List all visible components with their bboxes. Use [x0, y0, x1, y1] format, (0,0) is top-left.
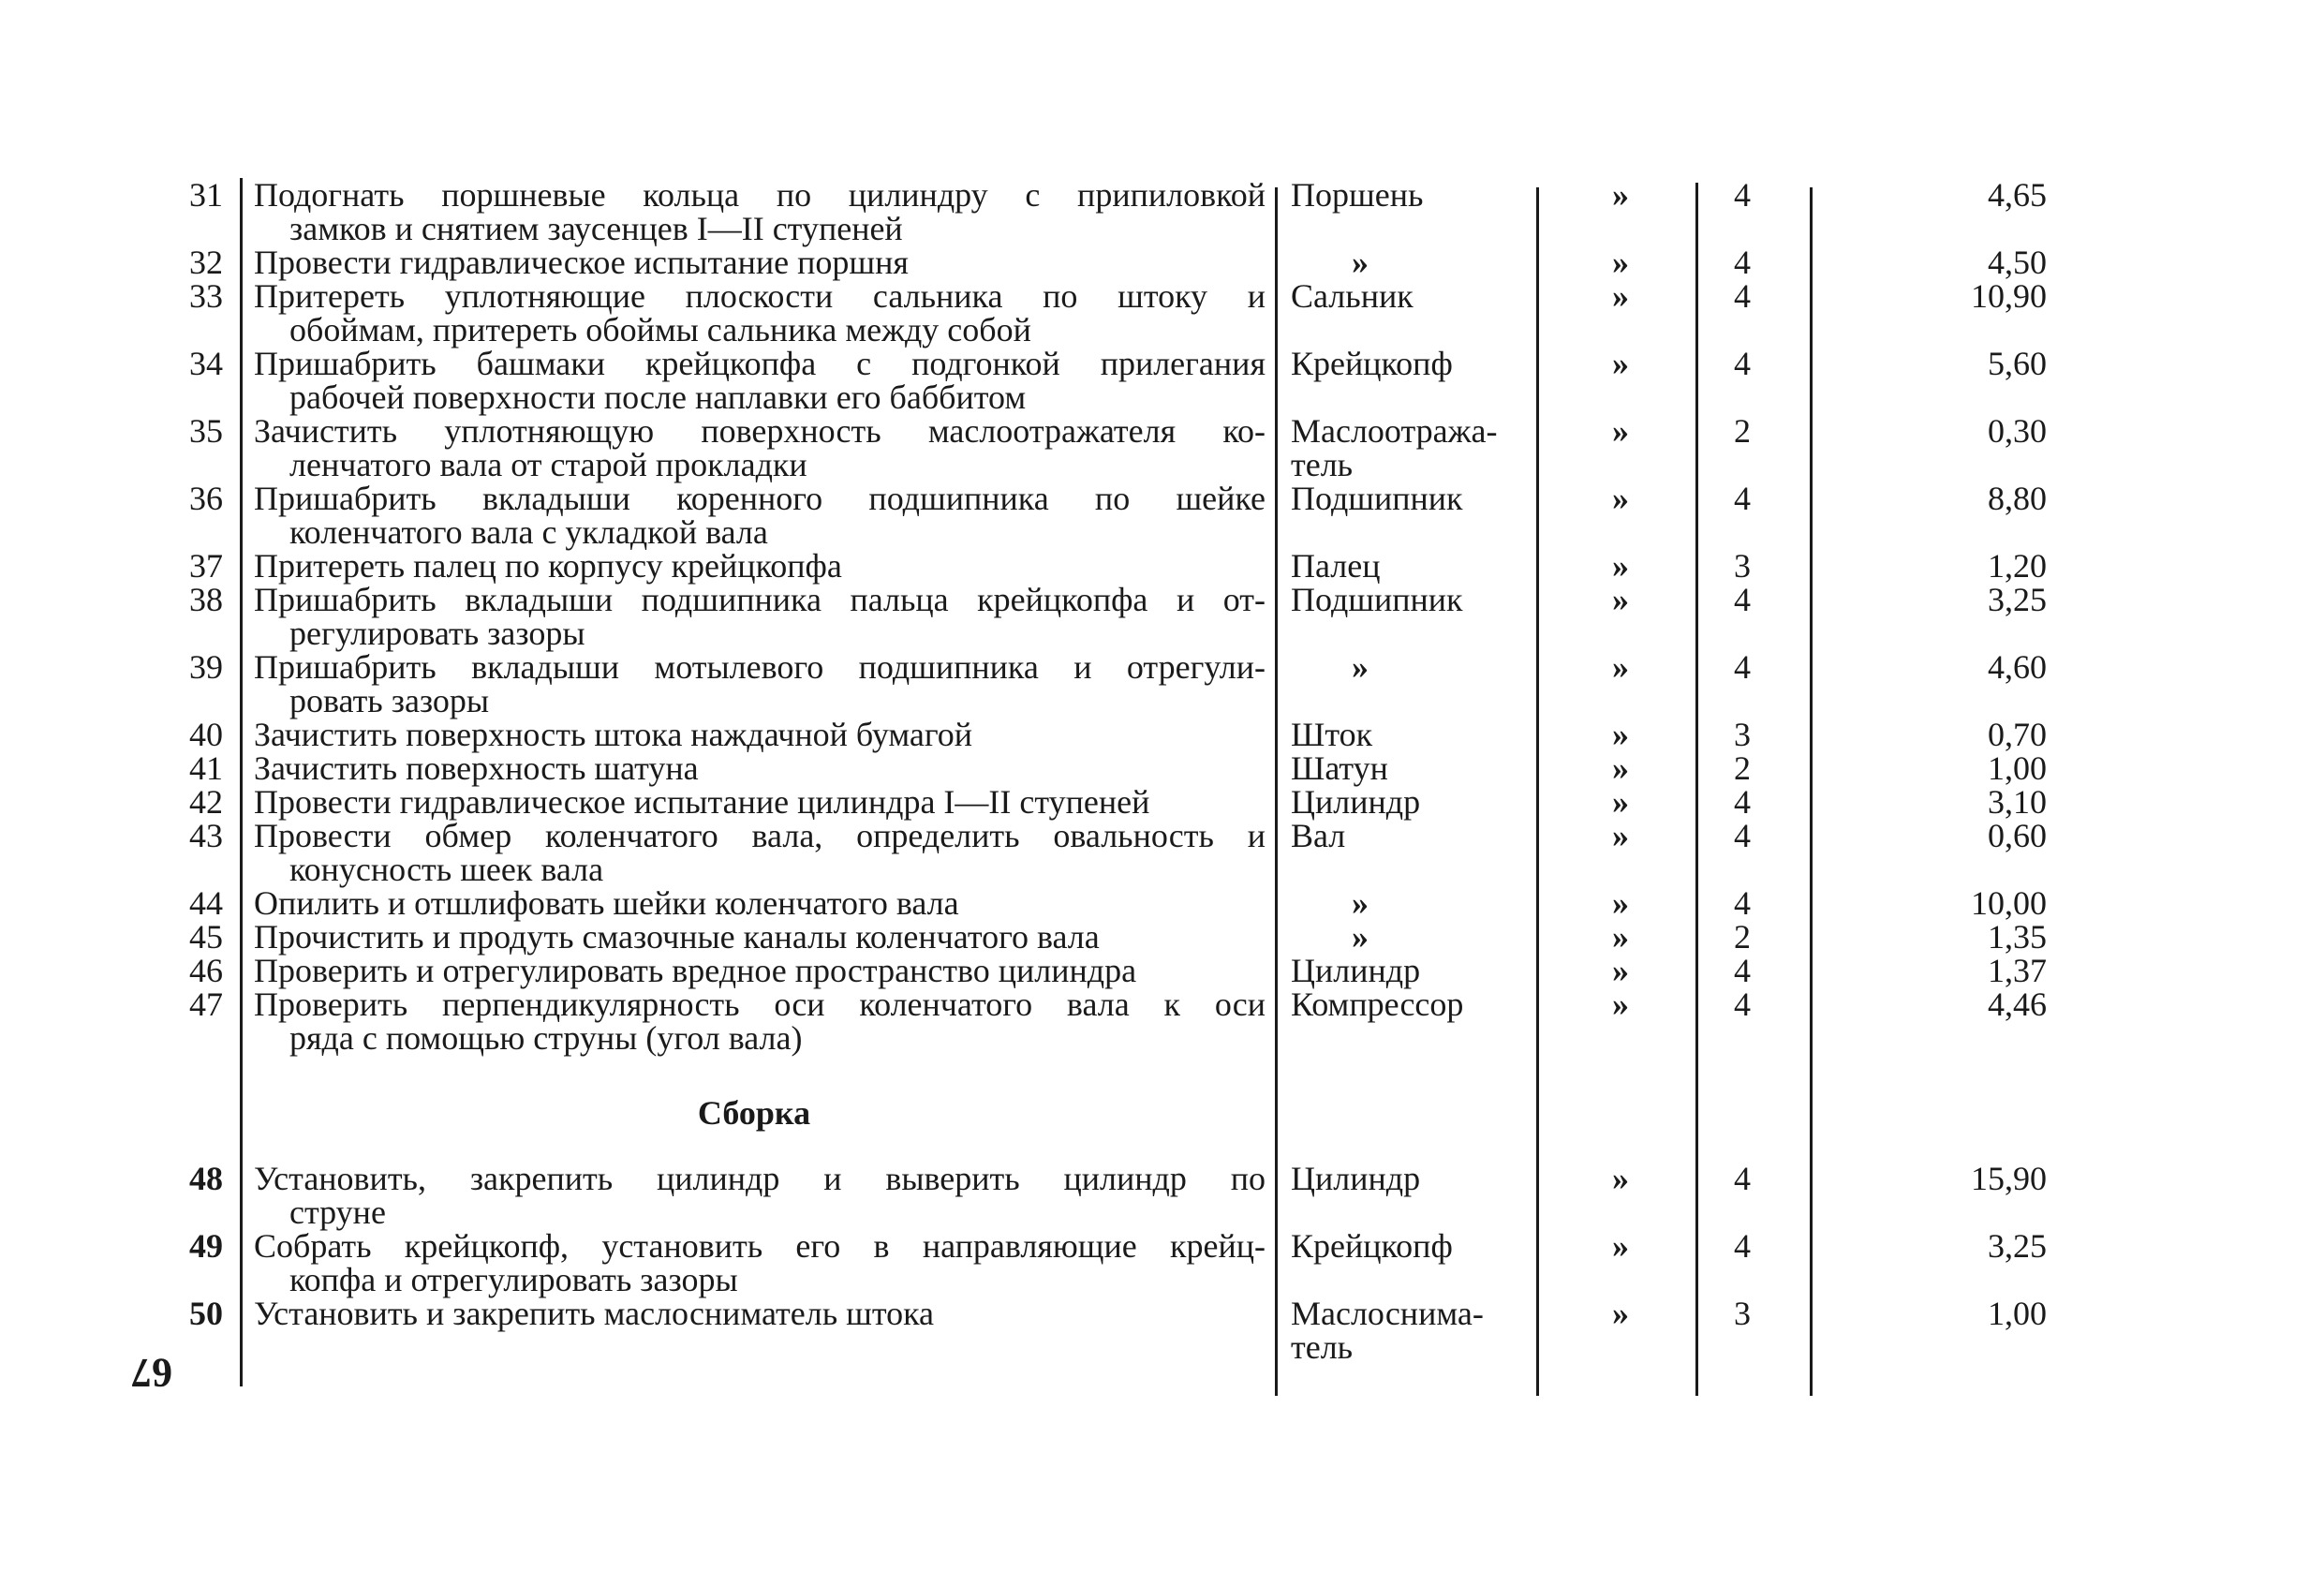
column-rule-left [240, 178, 243, 1386]
ditto-mark: » [1612, 244, 1629, 281]
description-line-2: обоймам, притереть обоймы сальника между собой [289, 311, 1031, 348]
description-line-2: рабочей поверхности после наплавки его баббитом [289, 378, 1027, 416]
page-number: 67 [131, 1350, 172, 1396]
operation-description [254, 718, 1266, 751]
object-line-1: Палец [1291, 547, 1381, 585]
ditto-mark: » [1612, 1295, 1629, 1332]
ditto-mark: » [1612, 884, 1629, 922]
ditto-mark: » [1612, 480, 1629, 517]
object-name [1291, 178, 1534, 212]
operation-description [254, 650, 1266, 718]
description-line-2: конусность шеек вала [289, 851, 604, 888]
operation-description [254, 886, 1266, 920]
grade-value: 4 [1734, 648, 1751, 686]
row-number: 49 [189, 1227, 223, 1265]
section-title: Сборка [697, 1094, 811, 1132]
object-line-1: Подшипник [1291, 480, 1463, 517]
object-line-1: Подшипник [1291, 581, 1463, 618]
time-value: 1,00 [1988, 749, 2047, 787]
grade-value: 4 [1734, 1227, 1751, 1265]
object-line-1: Цилиндр [1291, 1160, 1421, 1197]
description-line-2: ленчатого вала от старой прокладки [289, 446, 807, 483]
description-line-1: Прочистить и продуть смазочные каналы коленчатого вала [254, 918, 1100, 956]
object-name [1291, 751, 1534, 785]
time-value: 1,20 [1988, 547, 2047, 585]
object-line-1: » [1352, 884, 1369, 922]
grade-value: 3 [1734, 547, 1751, 585]
time-value: 4,46 [1988, 986, 2047, 1023]
description-line-1: Провести гидравлическое испытание поршня [254, 244, 909, 281]
operation-description [254, 987, 1266, 1055]
object-line-2: тель [1291, 446, 1354, 483]
grade-value: 2 [1734, 749, 1751, 787]
operation-description [254, 347, 1266, 414]
time-value: 3,25 [1988, 1227, 2047, 1265]
grade-value: 2 [1734, 918, 1751, 956]
row-number: 46 [189, 952, 223, 989]
ditto-mark: » [1612, 1227, 1629, 1265]
grade-value: 4 [1734, 345, 1751, 382]
object-line-1: Шатун [1291, 749, 1388, 787]
row-number: 43 [189, 817, 223, 854]
description-line-1: Пришабрить вкладыши коренного подшипника по шейке [254, 480, 1266, 517]
ditto-mark: » [1612, 783, 1629, 821]
object-name [1291, 718, 1534, 751]
row-number: 47 [189, 986, 223, 1023]
row-number: 48 [189, 1160, 223, 1197]
time-value: 1,35 [1988, 918, 2047, 956]
grade-value: 4 [1734, 277, 1751, 315]
time-value: 10,90 [1971, 277, 2047, 315]
object-name [1291, 549, 1534, 583]
description-line-2: замков и снятием заусенцев I—II ступеней [289, 210, 903, 247]
time-value: 4,65 [1988, 176, 2047, 214]
grade-value: 4 [1734, 817, 1751, 854]
grade-value: 4 [1734, 952, 1751, 989]
description-line-1: Установить и закрепить маслосниматель штока [254, 1295, 935, 1332]
time-value: 3,10 [1988, 783, 2047, 821]
column-rule-object [1275, 187, 1278, 1396]
object-line-1: Цилиндр [1291, 952, 1421, 989]
object-name [1291, 785, 1534, 819]
description-line-1: Пришабрить вкладыши мотылевого подшипника и отрегули- [254, 648, 1266, 686]
object-name [1291, 482, 1534, 515]
grade-value: 4 [1734, 1160, 1751, 1197]
object-line-1: » [1352, 648, 1369, 686]
time-value: 0,60 [1988, 817, 2047, 854]
operation-description [254, 751, 1266, 785]
row-number: 34 [189, 345, 223, 382]
row-number: 50 [189, 1295, 223, 1332]
object-line-1: Маслоснима- [1291, 1295, 1484, 1332]
grade-value: 4 [1734, 986, 1751, 1023]
operation-description [254, 178, 1266, 245]
description-line-2: коленчатого вала с укладкой вала [289, 513, 768, 551]
object-line-1: Крейцкопф [1291, 1227, 1453, 1265]
description-line-2: струне [289, 1193, 386, 1231]
time-value: 4,50 [1988, 244, 2047, 281]
time-value: 0,30 [1988, 412, 2047, 450]
row-number: 37 [189, 547, 223, 585]
operation-description [254, 549, 1266, 583]
object-name [1291, 347, 1534, 380]
time-value: 1,37 [1988, 952, 2047, 989]
row-number: 33 [189, 277, 223, 315]
operation-description [254, 954, 1266, 987]
grade-value: 4 [1734, 783, 1751, 821]
description-line-1: Провести гидравлическое испытание цилиндра I—II ступеней [254, 783, 1150, 821]
description-line-1: Подогнать поршневые кольца по цилиндру с припиловкой [254, 176, 1266, 214]
ditto-mark: » [1612, 277, 1629, 315]
time-value: 5,60 [1988, 345, 2047, 382]
description-line-1: Установить, закрепить цилиндр и выверить цилиндр по [254, 1160, 1266, 1197]
object-line-1: Вал [1291, 817, 1346, 854]
description-line-2: копфа и отрегулировать зазоры [289, 1261, 738, 1298]
grade-value: 3 [1734, 1295, 1751, 1332]
description-line-1: Собрать крейцкопф, установить его в направляющие крейц- [254, 1227, 1266, 1265]
grade-value: 2 [1734, 412, 1751, 450]
column-rule-time [1810, 187, 1813, 1396]
time-value: 4,60 [1988, 648, 2047, 686]
operation-description [254, 920, 1266, 954]
time-value: 1,00 [1988, 1295, 2047, 1332]
object-name [1291, 886, 1534, 920]
ditto-mark: » [1612, 176, 1629, 214]
ditto-mark: » [1612, 817, 1629, 854]
column-rule-ditto [1536, 187, 1539, 1396]
object-line-1: Цилиндр [1291, 783, 1421, 821]
object-line-2: тель [1291, 1328, 1354, 1366]
object-name [1291, 1229, 1534, 1263]
object-line-1: Крейцкопф [1291, 345, 1453, 382]
row-number: 36 [189, 480, 223, 517]
operation-description [254, 414, 1266, 482]
description-line-1: Провести обмер коленчатого вала, определить овальность и [254, 817, 1266, 854]
object-name [1291, 819, 1534, 852]
ditto-mark: » [1612, 952, 1629, 989]
operation-description [254, 1229, 1266, 1297]
operation-description [254, 279, 1266, 347]
description-line-1: Опилить и отшлифовать шейки коленчатого вала [254, 884, 959, 922]
object-name [1291, 954, 1534, 987]
grade-value: 3 [1734, 716, 1751, 753]
row-number: 39 [189, 648, 223, 686]
description-line-2: регулировать зазоры [289, 615, 585, 652]
object-line-1: » [1352, 918, 1369, 956]
grade-value: 4 [1734, 244, 1751, 281]
operation-description [254, 482, 1266, 549]
ditto-mark: » [1612, 986, 1629, 1023]
grade-value: 4 [1734, 176, 1751, 214]
time-value: 15,90 [1971, 1160, 2047, 1197]
row-number: 42 [189, 783, 223, 821]
ditto-mark: » [1612, 716, 1629, 753]
object-line-1: Сальник [1291, 277, 1414, 315]
object-name [1291, 1162, 1534, 1195]
description-line-1: Зачистить поверхность штока наждачной бумагой [254, 716, 973, 753]
object-line-1: Маслоотража- [1291, 412, 1498, 450]
ditto-mark: » [1612, 547, 1629, 585]
time-value: 10,00 [1971, 884, 2047, 922]
operation-description [254, 1297, 1266, 1330]
row-number: 38 [189, 581, 223, 618]
object-name [1291, 583, 1534, 616]
row-number: 32 [189, 244, 223, 281]
time-value: 3,25 [1988, 581, 2047, 618]
grade-value: 4 [1734, 581, 1751, 618]
time-value: 0,70 [1988, 716, 2047, 753]
ditto-mark: » [1612, 918, 1629, 956]
object-name [1291, 920, 1534, 954]
description-line-1: Проверить перпендикулярность оси коленчатого вала к оси [254, 986, 1266, 1023]
grade-value: 4 [1734, 884, 1751, 922]
object-line-1: » [1352, 244, 1369, 281]
object-line-1: Шток [1291, 716, 1373, 753]
object-line-1: Поршень [1291, 176, 1424, 214]
row-number: 45 [189, 918, 223, 956]
grade-value: 4 [1734, 480, 1751, 517]
object-line-1: Компрессор [1291, 986, 1464, 1023]
description-line-2: ряда с помощью струны (угол вала) [289, 1019, 803, 1057]
ditto-mark: » [1612, 412, 1629, 450]
operation-description [254, 583, 1266, 650]
ditto-mark: » [1612, 749, 1629, 787]
row-number: 41 [189, 749, 223, 787]
description-line-1: Проверить и отрегулировать вредное пространство цилиндра [254, 952, 1137, 989]
description-line-1: Пришабрить башмаки крейцкопфа с подгонкой прилегания [254, 345, 1266, 382]
time-value: 8,80 [1988, 480, 2047, 517]
object-name [1291, 1297, 1534, 1364]
description-line-1: Пришабрить вкладыши подшипника пальца крейцкопфа и от- [254, 581, 1266, 618]
operation-description [254, 245, 1266, 279]
ditto-mark: » [1612, 581, 1629, 618]
ditto-mark: » [1612, 345, 1629, 382]
description-line-2: ровать зазоры [289, 682, 490, 719]
description-line-1: Зачистить поверхность шатуна [254, 749, 699, 787]
operation-description [254, 819, 1266, 886]
object-name [1291, 245, 1534, 279]
row-number: 31 [189, 176, 223, 214]
object-name [1291, 279, 1534, 313]
operation-description [254, 785, 1266, 819]
object-name [1291, 650, 1534, 684]
object-name [1291, 987, 1534, 1021]
description-line-1: Притереть уплотняющие плоскости сальника по штоку и [254, 277, 1266, 315]
row-number: 35 [189, 412, 223, 450]
description-line-1: Зачистить уплотняющую поверхность маслоотражателя ко- [254, 412, 1266, 450]
row-number: 44 [189, 884, 223, 922]
row-number: 40 [189, 716, 223, 753]
object-name [1291, 414, 1534, 482]
ditto-mark: » [1612, 1160, 1629, 1197]
operation-description [254, 1162, 1266, 1229]
description-line-1: Притереть палец по корпусу крейцкопфа [254, 547, 842, 585]
ditto-mark: » [1612, 648, 1629, 686]
column-rule-grade [1695, 183, 1698, 1396]
